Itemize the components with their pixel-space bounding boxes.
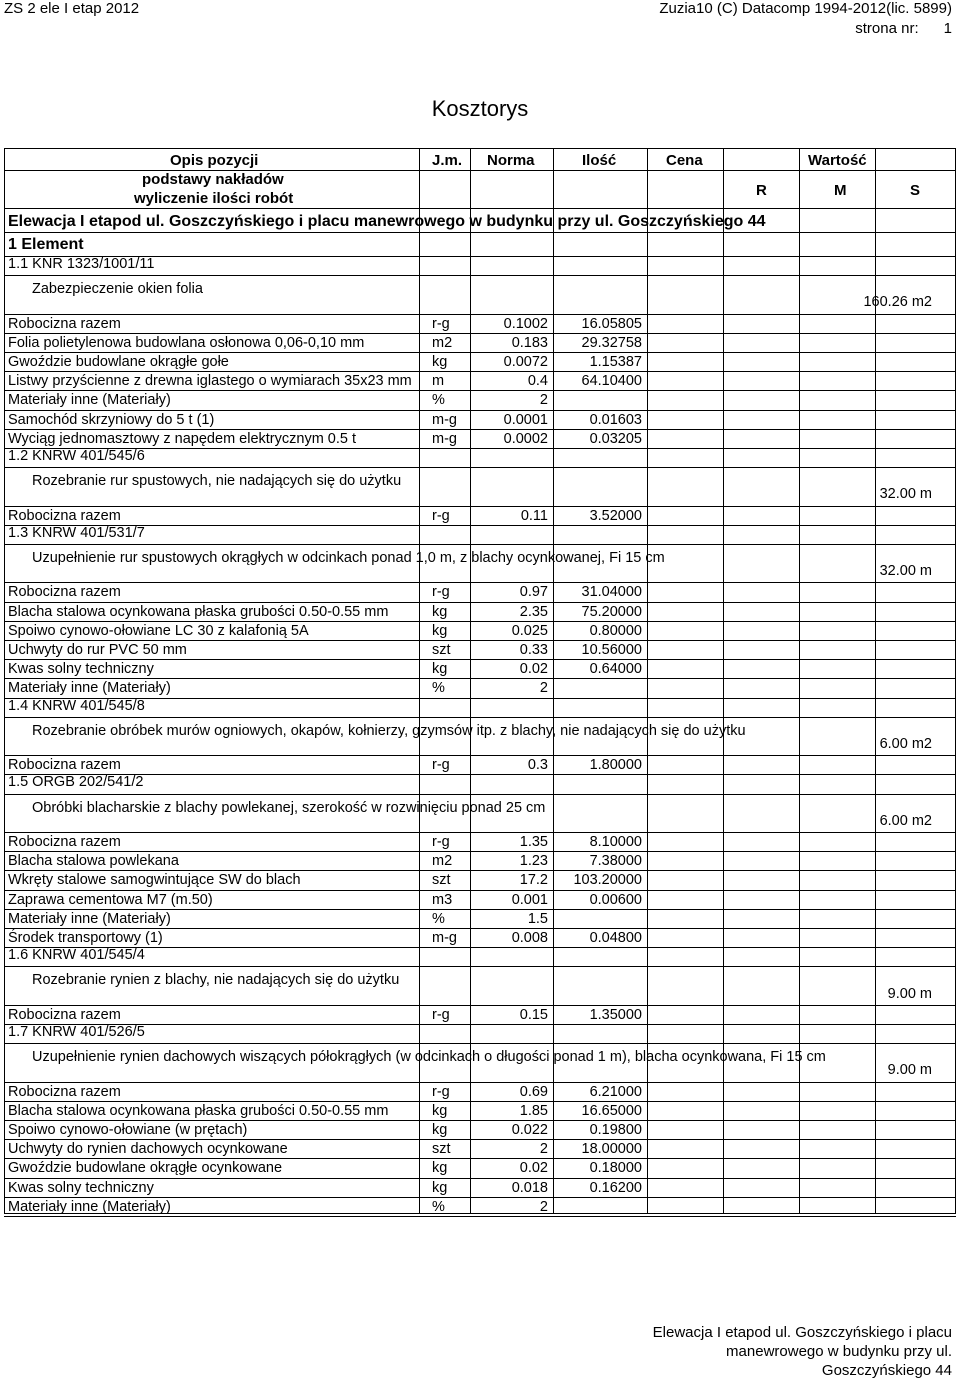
resource-quantity: 18.00000 — [581, 1141, 642, 1158]
row-divider — [4, 755, 956, 756]
resource-norm: 2 — [539, 392, 548, 409]
resource-quantity: 75.20000 — [581, 603, 642, 620]
resource-quantity: 7.38000 — [589, 853, 642, 870]
resource-quantity: 16.05805 — [581, 315, 642, 332]
page-title: Kosztorys — [431, 96, 529, 121]
resource-unit: % — [432, 910, 445, 927]
resource-norm: 0.0002 — [503, 430, 548, 447]
resource-name: Samochód skrzyniowy do 5 t (1) — [8, 411, 215, 428]
position-quantity: 32.00 m — [879, 486, 932, 503]
row-divider — [4, 1101, 956, 1102]
resource-name: Robocizna razem — [8, 315, 121, 332]
header-cena: Cena — [666, 152, 703, 169]
row-divider — [4, 208, 956, 209]
resource-name: Środek transportowy (1) — [8, 930, 163, 946]
resource-quantity: 10.56000 — [581, 642, 642, 658]
row-divider — [4, 232, 956, 233]
resource-quantity: 0.00600 — [589, 891, 642, 908]
resource-quantity: 0.03205 — [589, 430, 642, 447]
row-divider — [4, 698, 956, 699]
resource-quantity: 6.21000 — [589, 1083, 642, 1100]
footer-line3: Goszczyńskiego 44 — [821, 1362, 952, 1379]
resource-norm: 0.1002 — [503, 315, 548, 332]
position-quantity: 160.26 m2 — [863, 294, 932, 311]
resource-norm: 0.33 — [519, 642, 548, 658]
row-divider — [4, 1120, 956, 1121]
resource-name: Uchwyty do rynien dachowych ocynkowane — [8, 1141, 288, 1158]
row-divider — [4, 909, 956, 910]
resource-name: Uchwyty do rur PVC 50 mm — [8, 642, 187, 658]
row-divider — [4, 429, 956, 430]
resource-norm: 0.018 — [511, 1179, 548, 1196]
position-code: 1.3 KNRW 401/531/7 — [8, 524, 145, 541]
row-divider — [4, 870, 956, 871]
resource-unit: m — [432, 373, 445, 390]
resource-quantity: 31.04000 — [581, 584, 642, 601]
row-divider — [4, 170, 956, 171]
resource-name: Blacha stalowa ocynkowana płaska grubości 0.50-0.55 mm — [8, 1102, 389, 1119]
resource-name: Wyciąg jednomasztowy z napędem elektrycznym 0.5 t — [8, 430, 357, 447]
resource-unit: kg — [432, 1160, 448, 1177]
resource-name: Kwas solny techniczny — [8, 1179, 154, 1196]
position-code: 1.1 KNR 1323/1001/11 — [8, 256, 155, 272]
header-r: R — [756, 182, 767, 199]
row-divider — [4, 1024, 956, 1025]
header-m: M — [834, 182, 847, 199]
resource-quantity: 0.80000 — [589, 622, 642, 639]
resource-quantity: 0.01603 — [589, 411, 642, 428]
position-description: Rozebranie obróbek murów ogniowych, okapów, kołnierzy, gzymsów itp. z blachy, nie nadających się do użytku — [32, 722, 746, 739]
page-number-line — [855, 20, 952, 37]
resource-unit: r-g — [432, 584, 450, 601]
row-divider — [4, 352, 956, 353]
row-divider — [4, 621, 956, 622]
resource-norm: 1.85 — [519, 1102, 548, 1119]
resource-norm: 17.2 — [519, 872, 548, 889]
resource-norm: 0.0001 — [503, 411, 548, 428]
row-divider — [4, 774, 956, 775]
resource-norm: 0.11 — [520, 507, 548, 524]
position-quantity: 9.00 m — [887, 1062, 932, 1079]
resource-norm: 2 — [539, 1198, 548, 1215]
row-divider — [4, 1005, 956, 1006]
row-divider — [4, 582, 956, 583]
row-divider — [4, 678, 956, 679]
resource-quantity: 8.10000 — [589, 834, 642, 850]
resource-norm: 0.183 — [511, 334, 548, 351]
resource-name: Zaprawa cementowa M7 (m.50) — [8, 891, 213, 908]
header-ilosc: Ilość — [582, 152, 617, 169]
resource-name: Kwas solny techniczny — [8, 661, 154, 678]
resource-name: Robocizna razem — [8, 584, 121, 601]
resource-name: Materiały inne (Materiały) — [8, 910, 171, 927]
row-divider — [4, 410, 956, 411]
resource-name: Spoiwo cynowo-ołowiane LC 30 z kalafonią 5A — [8, 622, 309, 639]
resource-quantity: 103.20000 — [573, 872, 642, 889]
footer-line2: manewrowego w budynku przy ul. — [726, 1343, 952, 1360]
row-divider — [4, 947, 956, 948]
header-jm: J.m. — [432, 152, 463, 169]
position-code: 1.7 KNRW 401/526/5 — [8, 1024, 145, 1040]
row-divider — [4, 314, 956, 315]
resource-unit: r-g — [432, 315, 450, 332]
resource-unit: r-g — [432, 834, 450, 850]
resource-norm: 0.97 — [519, 584, 548, 601]
resource-unit: kg — [432, 603, 448, 620]
position-code: 1.2 KNRW 401/545/6 — [8, 448, 145, 464]
resource-unit: kg — [432, 1122, 448, 1138]
row-divider — [4, 506, 956, 507]
resource-unit: m3 — [432, 891, 453, 908]
resource-unit: m2 — [432, 853, 453, 870]
resource-name: Robocizna razem — [8, 834, 121, 850]
resource-unit: r-g — [432, 507, 450, 524]
header-wartosc: Wartość — [808, 152, 867, 169]
header-opis-line2: podstawy nakładów — [142, 171, 284, 188]
resource-norm: 0.001 — [511, 891, 548, 908]
resource-name: Listwy przyścienne z drewna iglastego o wymiarach 35x23 mm — [8, 373, 412, 390]
resource-norm: 0.008 — [511, 930, 548, 946]
position-quantity: 32.00 m — [879, 563, 932, 580]
header-s: S — [910, 182, 921, 199]
resource-quantity: 29.32758 — [581, 334, 642, 351]
row-divider — [4, 1043, 956, 1044]
resource-norm: 0.4 — [527, 373, 548, 390]
header-right: Zuzia10 (C) Datacomp 1994-2012(lic. 5899) — [659, 0, 952, 17]
resource-norm: 0.69 — [519, 1083, 548, 1100]
resource-norm: 0.0072 — [503, 354, 548, 370]
position-code: 1.4 KNRW 401/545/8 — [8, 697, 145, 714]
resource-name: Folia polietylenowa budowlana osłonowa 0,06-0,10 mm — [8, 334, 365, 351]
footer-line1: Elewacja I etapod ul. Goszczyńskiego i placu — [652, 1324, 952, 1341]
resource-unit: m-g — [432, 930, 457, 946]
row-divider — [4, 717, 956, 718]
resource-name: Gwoździe budowlane okrągłe ocynkowane — [8, 1160, 283, 1177]
resource-unit: kg — [432, 1179, 448, 1196]
row-divider — [4, 467, 956, 468]
resource-norm: 0.3 — [527, 757, 548, 774]
resource-unit: szt — [432, 872, 451, 889]
row-divider — [4, 371, 956, 372]
row-divider — [4, 333, 956, 334]
resource-quantity: 1.35000 — [589, 1006, 642, 1023]
position-description: Zabezpieczenie okien folia — [32, 281, 203, 298]
row-divider — [4, 1197, 956, 1198]
position-description: Uzupełnienie rynien dachowych wiszących półokrągłych (w odcinkach o długości ponad 1 m), blacha ocynkowana, Fi 15 cm — [32, 1049, 826, 1066]
resource-quantity: 3.52000 — [589, 507, 642, 524]
row-divider — [4, 602, 956, 603]
row-divider — [4, 390, 956, 391]
position-quantity: 9.00 m — [887, 985, 932, 1002]
position-description: Obróbki blacharskie z blachy powlekanej, szerokość w rozwinięciu ponad 25 cm — [32, 799, 546, 816]
resource-norm: 2 — [539, 680, 548, 697]
resource-norm: 1.23 — [519, 853, 548, 870]
resource-norm: 2 — [539, 1141, 548, 1158]
resource-norm: 2.35 — [519, 603, 548, 620]
position-code: 1.5 ORGB 202/541/2 — [8, 774, 144, 791]
resource-name: Robocizna razem — [8, 1006, 121, 1023]
row-divider — [4, 1082, 956, 1083]
resource-norm: 0.02 — [519, 661, 548, 678]
row-divider — [4, 928, 956, 929]
resource-unit: kg — [432, 354, 448, 370]
resource-name: Wkręty stalowe samogwintujące SW do blach — [8, 872, 301, 889]
resource-norm: 1.5 — [527, 910, 548, 927]
position-description: Rozebranie rynien z blachy, nie nadających się do użytku — [32, 972, 400, 989]
resource-norm: 0.02 — [519, 1160, 548, 1177]
resource-name: Gwoździe budowlane okrągłe gołe — [8, 354, 229, 370]
resource-norm: 1.35 — [519, 834, 548, 850]
row-divider — [4, 448, 956, 449]
row-divider — [4, 890, 956, 891]
section-title: Elewacja I etapod ul. Goszczyńskiego i placu manewrowego w budynku przy ul. Goszczyńskiego 44 — [8, 213, 766, 230]
resource-unit: % — [432, 680, 445, 697]
resource-quantity: 0.19800 — [589, 1122, 642, 1138]
header-opis-line3: wyliczenie ilości robót — [134, 190, 294, 207]
position-description: Rozebranie rur spustowych, nie nadających się do użytku — [32, 473, 402, 490]
row-divider — [4, 1216, 956, 1217]
resource-unit: r-g — [432, 1083, 450, 1100]
resource-quantity: 1.80000 — [589, 757, 642, 774]
header-opis-line1: Opis pozycji — [170, 152, 259, 169]
row-divider — [4, 851, 956, 852]
resource-unit: kg — [432, 622, 448, 639]
row-divider — [4, 544, 956, 545]
resource-norm: 0.15 — [519, 1006, 548, 1023]
header-left: ZS 2 ele I etap 2012 — [4, 0, 140, 17]
resource-name: Materiały inne (Materiały) — [8, 680, 171, 697]
resource-name: Robocizna razem — [8, 507, 121, 524]
resource-unit: % — [432, 1198, 445, 1215]
position-quantity: 6.00 m2 — [879, 736, 932, 752]
row-divider — [4, 275, 956, 276]
row-divider — [4, 832, 956, 833]
resource-quantity: 16.65000 — [581, 1102, 642, 1119]
row-divider — [4, 1178, 956, 1179]
resource-unit: kg — [432, 1102, 448, 1119]
resource-unit: r-g — [432, 1006, 450, 1023]
resource-quantity: 1.15387 — [589, 354, 642, 370]
resource-quantity: 64.10400 — [581, 373, 642, 390]
header-norma: Norma — [487, 152, 535, 169]
resource-name: Materiały inne (Materiały) — [8, 392, 171, 409]
page-number: 1 — [943, 20, 952, 37]
resource-name: Materiały inne (Materiały) — [8, 1198, 171, 1215]
resource-unit: m2 — [432, 334, 453, 351]
position-quantity: 6.00 m2 — [879, 812, 932, 829]
resource-quantity: 0.18000 — [589, 1160, 642, 1177]
resource-name: Robocizna razem — [8, 757, 121, 774]
resource-name: Blacha stalowa powlekana — [8, 853, 179, 870]
resource-unit: szt — [432, 1141, 451, 1158]
position-description: Uzupełnienie rur spustowych okrągłych w odcinkach ponad 1,0 m, z blachy ocynkowanej, Fi 15 cm — [32, 550, 665, 566]
page-label: strona nr: — [855, 20, 919, 37]
row-divider — [4, 640, 956, 641]
resource-quantity: 0.04800 — [589, 930, 642, 946]
resource-name: Blacha stalowa ocynkowana płaska grubości 0.50-0.55 mm — [8, 603, 389, 620]
resource-quantity: 0.16200 — [589, 1179, 642, 1196]
resource-unit: kg — [432, 661, 448, 678]
resource-unit: szt — [432, 642, 451, 658]
row-divider — [4, 659, 956, 660]
row-divider — [4, 525, 956, 526]
resource-unit: m-g — [432, 430, 457, 447]
row-divider — [4, 1158, 956, 1159]
position-code: 1.6 KNRW 401/545/4 — [8, 947, 145, 964]
resource-unit: r-g — [432, 757, 450, 774]
element-title: 1 Element — [8, 236, 84, 253]
resource-name: Robocizna razem — [8, 1083, 121, 1100]
resource-name: Spoiwo cynowo-ołowiane (w prętach) — [8, 1122, 248, 1138]
row-divider — [4, 794, 956, 795]
resource-unit: % — [432, 392, 445, 409]
row-divider — [4, 1139, 956, 1140]
resource-unit: m-g — [432, 411, 457, 428]
resource-norm: 0.025 — [511, 622, 548, 639]
resource-quantity: 0.64000 — [589, 661, 642, 678]
resource-norm: 0.022 — [511, 1122, 548, 1138]
row-divider — [4, 966, 956, 967]
